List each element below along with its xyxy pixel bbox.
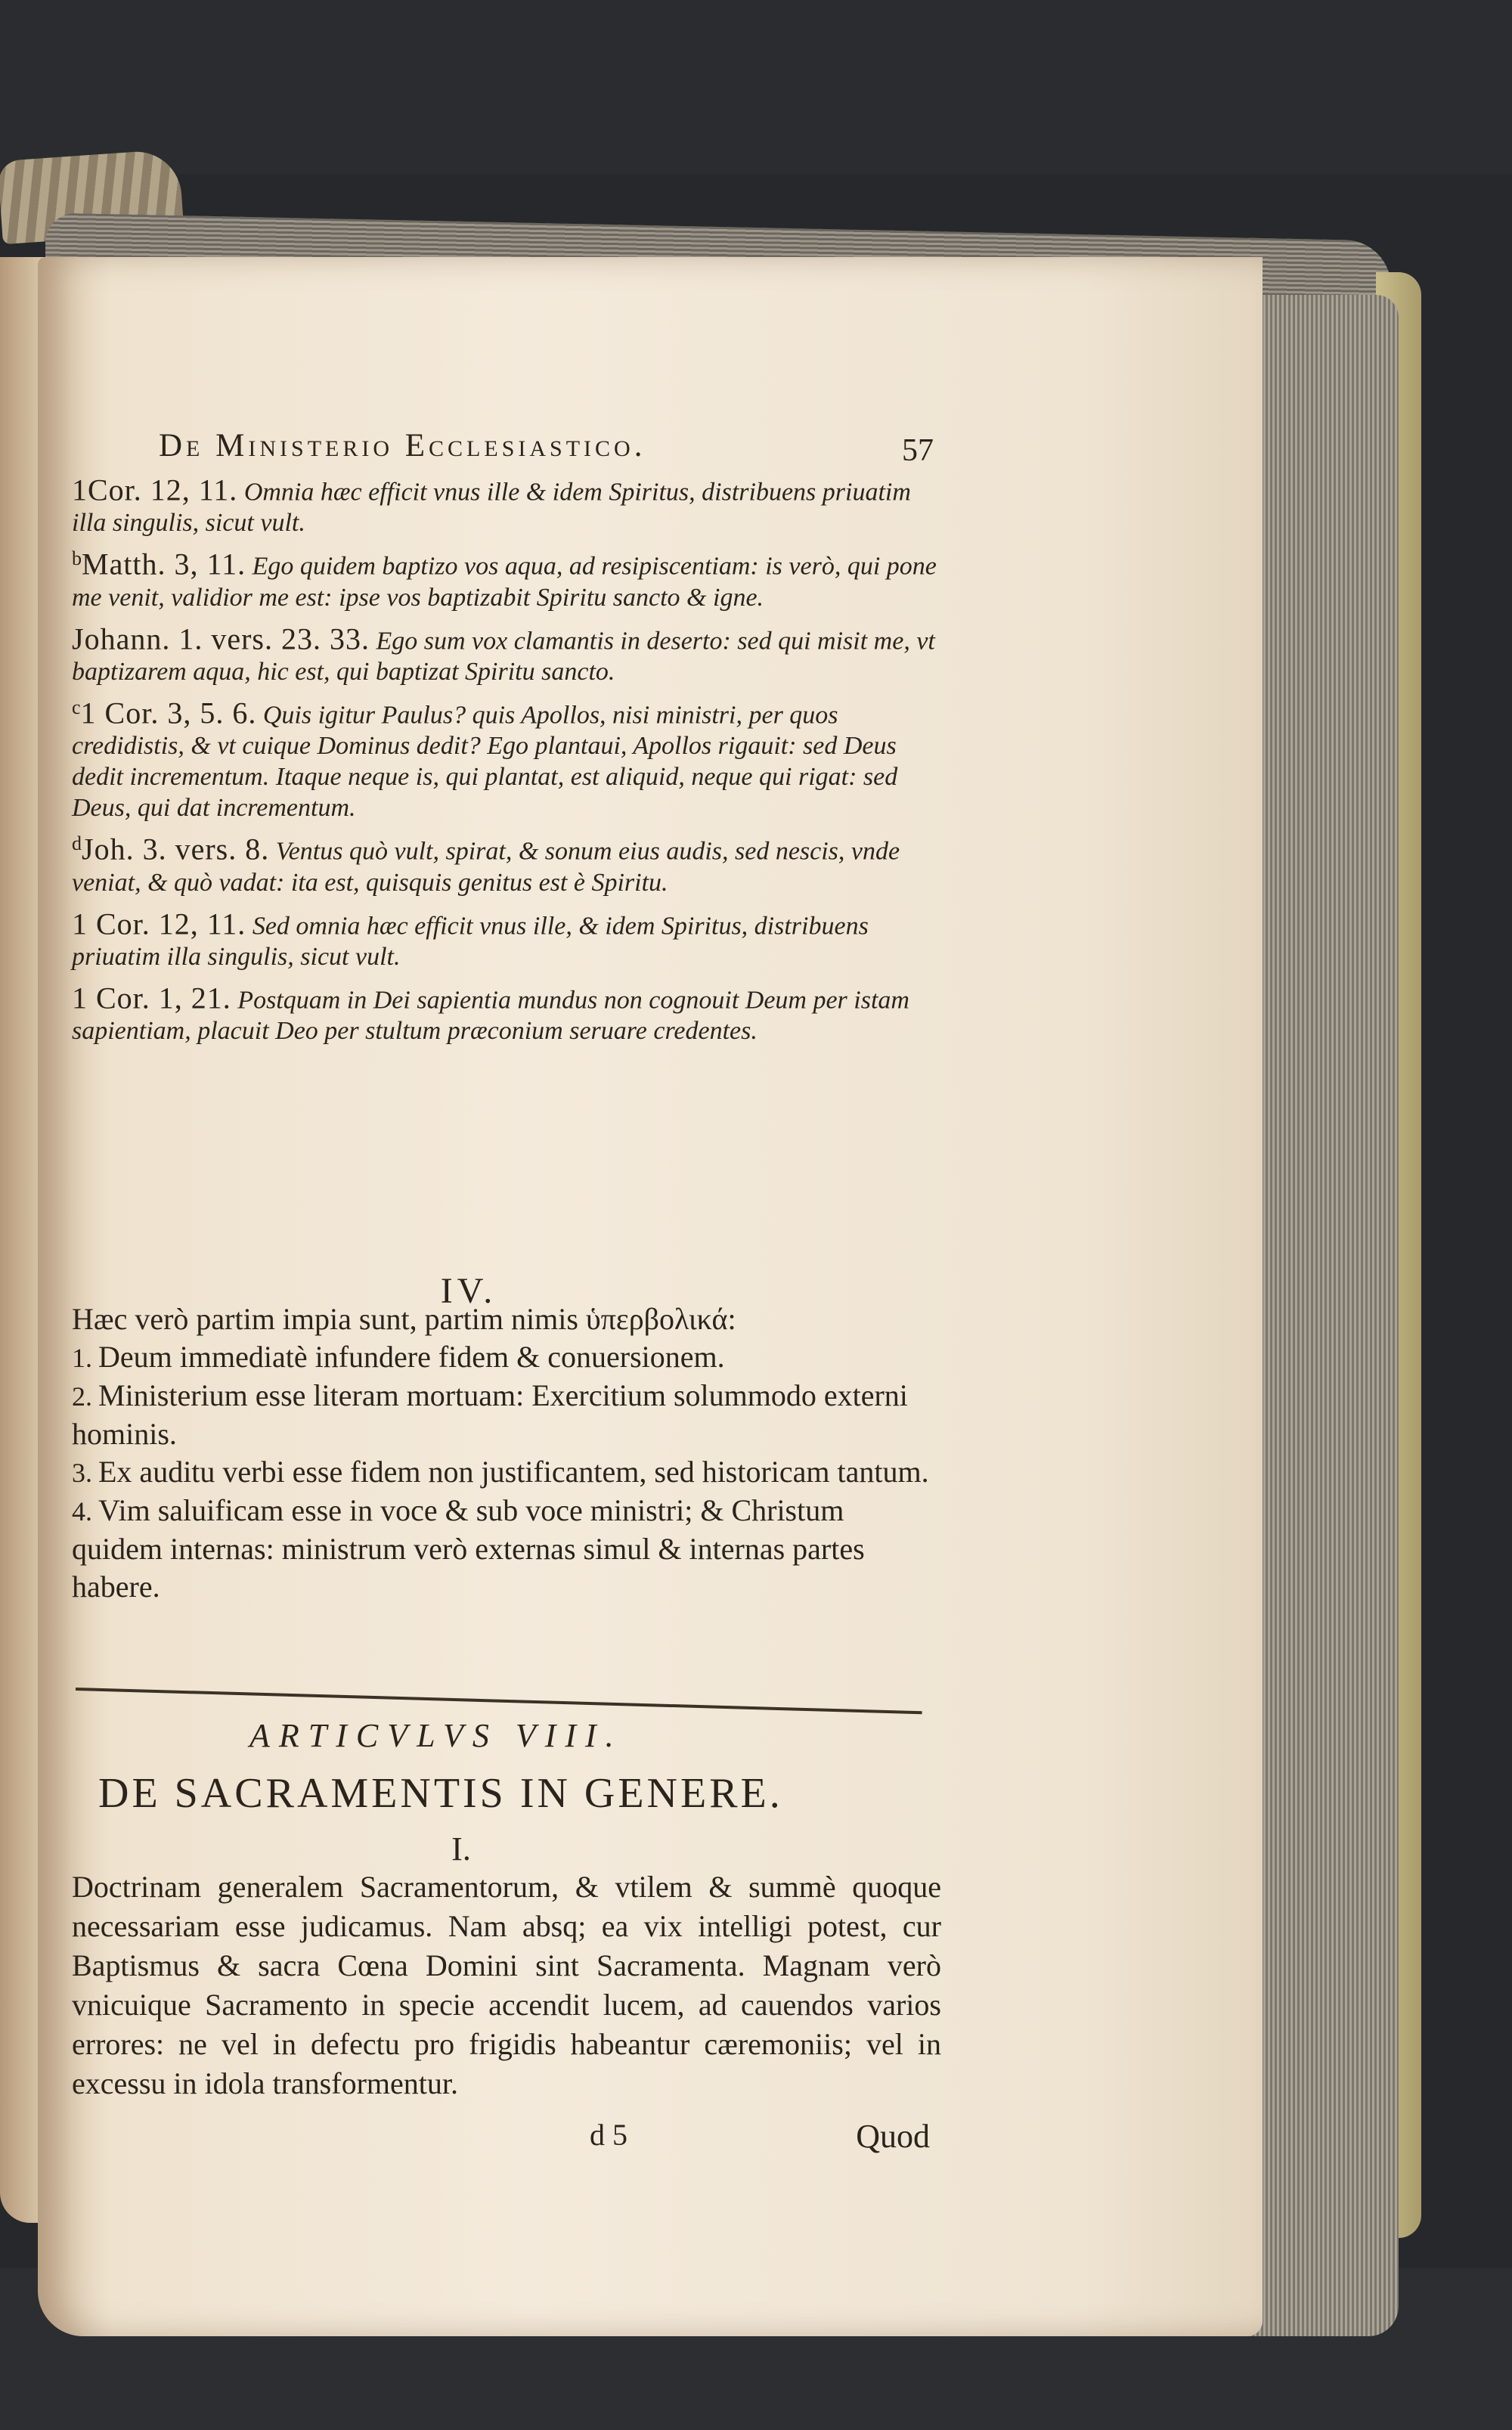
footnotes-block — [72, 469, 941, 1051]
list-item — [72, 1453, 941, 1492]
catchword: Quod — [856, 2118, 930, 2155]
list-item — [72, 1338, 941, 1377]
signature-mark: d 5 — [590, 2118, 627, 2152]
note-text: Ego sum vox clamantis in deserto: sed qui misit me, vt baptizarem aqua, hic est, qui baptizat Spiritu sancto. — [72, 626, 935, 686]
note-reference: Matth. 3, 11. — [82, 547, 246, 581]
note-reference: Johann. 1. vers. 23. 33. — [72, 621, 370, 656]
note — [72, 543, 941, 612]
note-text: Ego quidem baptizo vos aqua, ad resipiscentiam: is verò, qui pone me venit, validior me est: ipse vos baptizabit Spiritu sancto & igne. — [72, 552, 937, 612]
section-number: IV. — [440, 1271, 497, 1311]
note — [72, 828, 941, 897]
list-item — [72, 1377, 941, 1453]
list-item — [72, 1492, 941, 1606]
note-text: Sed omnia hæc efficit vnus ille, & idem Spiritus, distribuens priuatim illa singulis, sicut vult. — [72, 911, 869, 971]
item-number: 1. — [72, 1343, 92, 1373]
item-text: Ministerium esse literam mortuam: Exercitium solummodo externi hominis. — [72, 1378, 908, 1451]
note-text: Omnia hæc efficit vnus ille & idem Spiritus, distribuens priuatim illa singulis, sicut vult. — [72, 478, 911, 538]
note — [72, 469, 941, 538]
article-label: ARTICVLVS VIII. — [249, 1717, 623, 1754]
note-mark: c — [72, 696, 81, 718]
item-text: Deum immediatè infundere fidem & conuersionem. — [98, 1340, 725, 1374]
item-text: Ex auditu verbi esse fidem non justificantem, sed historicam tantum. — [98, 1455, 929, 1489]
article-body: Doctrinam generalem Sacramentorum, & vtilem & summè quoque necessariam esse judicamus. Nam absq; ea vix intelligi potest, cur Baptismus & sacra Cœna Domini sint Sacramenta. Magnam verò vnicuique Sacramento in specie accendit lucem, ad cauendos varios errores: ne vel in defectu pro frigidis habeantur cæremoniis; vel in excessu in idola transformentur. — [72, 1870, 941, 2100]
note-reference: 1 Cor. 1, 21. — [72, 981, 231, 1015]
running-head: De Ministerio Ecclesiastico. — [159, 428, 646, 463]
note-mark: d — [72, 832, 82, 855]
book-fore-edge — [1247, 295, 1399, 2336]
note-reference: 1 Cor. 12, 11. — [72, 906, 246, 941]
article-number: I. — [451, 1830, 471, 1867]
note-reference: 1 Cor. 3, 5. 6. — [80, 696, 257, 730]
note — [72, 618, 941, 687]
item-number: 2. — [72, 1381, 92, 1412]
item-number: 3. — [72, 1458, 92, 1488]
note — [72, 692, 941, 823]
item-number: 4. — [72, 1496, 92, 1526]
note-reference: Joh. 3. vers. 8. — [82, 832, 270, 866]
intro-line: Hæc verò partim impia sunt, partim nimis ὑπερβολικά: — [72, 1302, 736, 1336]
note — [72, 903, 941, 972]
page-number: 57 — [902, 433, 934, 468]
body-text-block — [72, 1300, 941, 1606]
note-text: Ventus quò vult, spirat, & sonum eius audis, sed nescis, vnde veniat, & quò vadat: ita est, quisquis genitus est è Spiritu. — [72, 837, 900, 897]
dark-background-top — [0, 0, 1512, 174]
article-title: DE SACRAMENTIS IN GENERE. — [98, 1770, 783, 1817]
note-mark: b — [72, 547, 82, 570]
note-reference: 1Cor. 12, 11. — [72, 473, 238, 507]
note — [72, 977, 941, 1046]
note-text: Quis igitur Paulus? quis Apollos, nisi ministri, per quos credidistis, & vt cuique Dominus dedit? Ego plantaui, Apollos rigauit: sed Deus dedit incrementum. Itaque neque is, qui plantat, est aliquid, neque qui rigat: sed Deus, qui dat incrementum. — [72, 701, 898, 823]
note-text: Postquam in Dei sapientia mundus non cognouit Deum per istam sapientiam, placuit Deo per stultum præconium seruare credentes. — [72, 986, 909, 1046]
item-text: Vim saluificam esse in voce & sub voce ministri; & Christum quidem internas: ministrum verò externas simul & internas partes habere. — [72, 1493, 865, 1604]
